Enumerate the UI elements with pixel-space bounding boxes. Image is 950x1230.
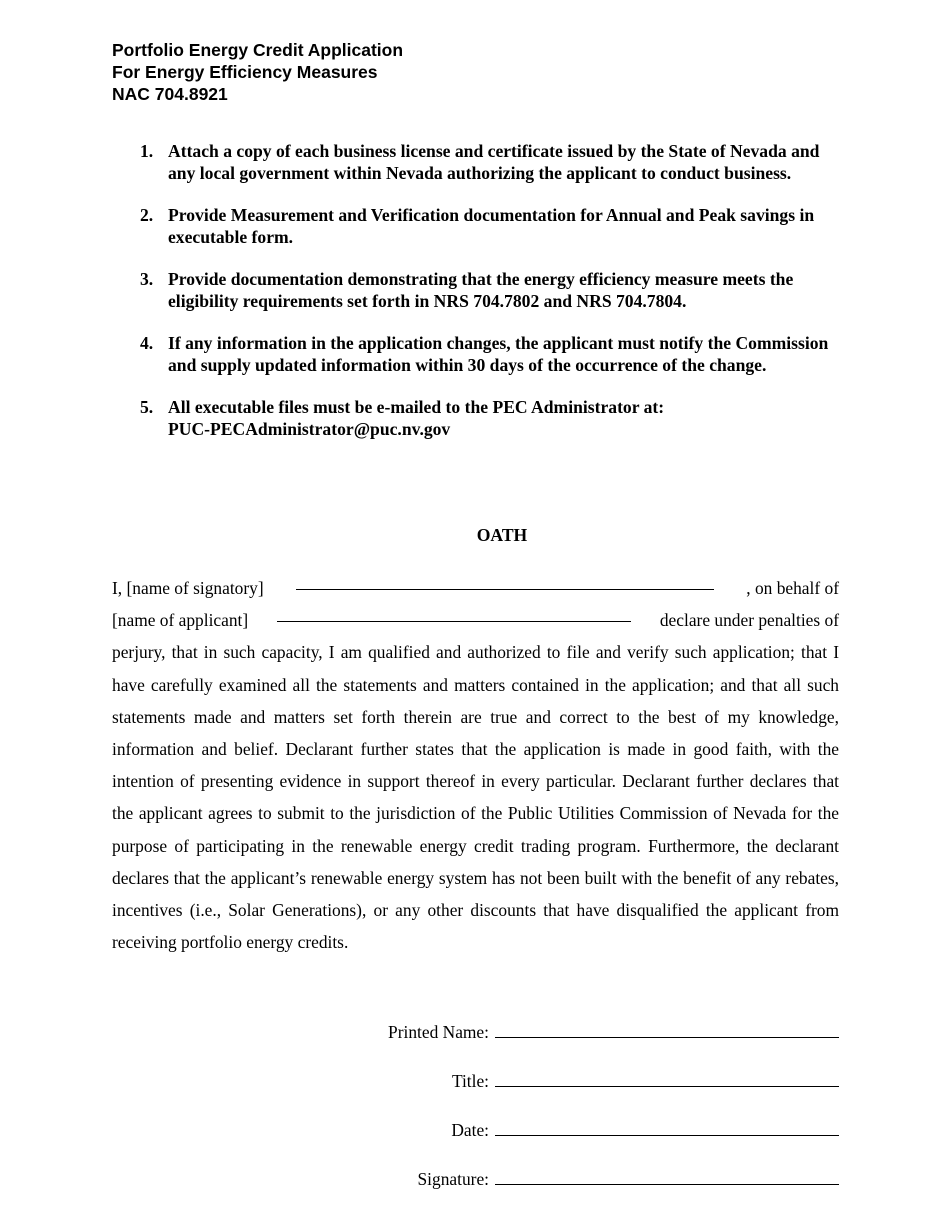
instruction-number: 5. [140,397,154,417]
instruction-number: 2. [140,205,154,225]
applicant-line [112,604,839,636]
title-row [300,1045,839,1094]
instruction-text: Attach a copy of each business license and certificate issued by the State of Nevada and any local government within Nevada authorizing the applicant to conduct business. [168,141,820,183]
printed-name-row [300,996,839,1045]
signature-row [300,1143,839,1192]
instruction-item [112,268,840,312]
instruction-text: If any information in the application changes, the applicant must notify the Commission and supply updated information within 30 days of the occurrence of the change. [168,333,829,375]
signatory-suffix: , on behalf of [746,578,839,598]
instruction-item [112,204,840,248]
instruction-number: 1. [140,141,154,161]
administrator-email: PUC-PECAdministrator@puc.nv.gov [168,419,451,439]
signatory-name-blank[interactable] [296,572,714,590]
form-header [112,39,403,105]
signatory-line [112,572,839,604]
instruction-number: 4. [140,333,154,353]
printed-name-field[interactable] [495,1017,839,1038]
printed-name-label: Printed Name: [388,1022,489,1042]
applicant-label: [name of applicant] [112,610,249,631]
signature-block [300,996,839,1192]
instruction-item [112,332,840,376]
applicant-name-blank[interactable] [277,604,631,622]
instruction-text: Provide documentation demonstrating that the energy efficiency measure meets the eligibility requirements set forth in NRS 704.7802 and NRS 704.7804. [168,269,794,311]
form-subtitle: For Energy Efficiency Measures [112,62,378,82]
instruction-text: All executable files must be e-mailed to the PEC Administrator at: [168,397,665,417]
title-field[interactable] [495,1066,839,1087]
instruction-text: Provide Measurement and Verification documentation for Annual and Peak savings in executable form. [168,205,815,247]
date-field[interactable] [495,1115,839,1136]
signatory-label: I, [name of signatory] [112,578,264,598]
regulation-reference: NAC 704.8921 [112,84,228,104]
instruction-item [112,396,840,440]
signature-field[interactable] [495,1164,839,1185]
form-title: Portfolio Energy Credit Application [112,40,404,60]
title-label: Title: [451,1071,489,1091]
date-label: Date: [451,1120,489,1140]
signature-label: Signature: [417,1169,489,1189]
date-row [300,1094,839,1143]
applicant-suffix: declare under penalties of [659,610,839,631]
oath-text: perjury, that in such capacity, I am qualified and authorized to file and verify such application; that I have carefully examined all the statements and matters contained in the application; and that all such statements made and matters set forth therein are true and correct to the best of my knowledge, information and belief. Declarant further states that the application is made in good faith, with the intention of presenting evidence in support thereof in every particular. Declarant further declares that the applicant agrees to submit to the jurisdiction of the Public Utilities Commission of Nevada for the purpose of participating in the renewable energy credit trading program. Furthermore, the declarant declares that the applicant’s renewable energy system has not been built with the benefit of any rebates, incentives (i.e., Solar Generations), or any other discounts that have disqualified the applicant from receiving portfolio energy credits. [112,642,839,953]
instructions-list [112,140,840,460]
instruction-item [112,140,840,184]
oath-statement [112,572,839,958]
instruction-number: 3. [140,269,154,289]
oath-heading: OATH [476,525,528,545]
